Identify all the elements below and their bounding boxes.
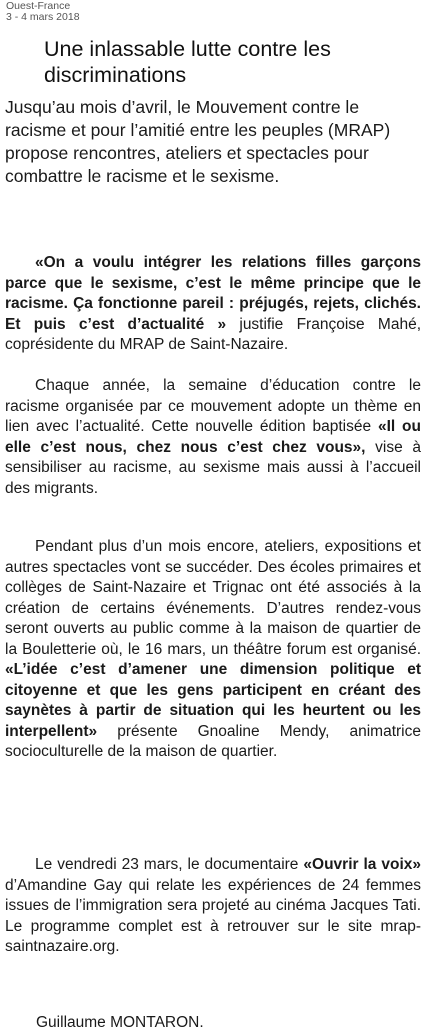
paragraph-quote-mahe [5,253,421,356]
quote-mendy: «L’idée c’est d’amener une dimension politique et citoyenne et que les gens participent en créant des saynètes à partir de situation qui les heurtent ou les interpellent» [5,661,421,740]
theme-text-2: vise à sensibiliser au racisme, au sexisme mais aussi à l’accueil des migrants. [5,438,421,497]
article-title: Une inlassable lutte contre les discriminations [44,37,331,87]
source-header [6,1,80,23]
theme-title-bold: «Il ou elle c’est nous, chez nous c’est chez vous», [5,418,421,456]
events-text-2: présente Gnoaline Mendy, animatrice socioculturelle de la maison de quartier. [5,722,421,760]
quote-attribution: justifie Françoise Mahé, coprésidente du MRAP de Saint-Nazaire. [5,315,421,353]
documentary-title-bold: «Ouvrir la voix» [303,856,421,873]
source-date: 3 - 4 mars 2018 [6,11,80,23]
paragraph-theme [5,376,421,499]
events-text-1: Pendant plus d’un mois encore, ateliers, expositions et autres spectacles vont se succéder. Des écoles primaires et collèges de Saint-Nazaire et Trignac ont été associés à la création de certains événements. D’autres rendez-vous seront ouverts au public comme à la maison de quartier de la Bouletterie où, le 16 mars, un théâtre forum est organisé. [5,538,421,658]
documentary-text-2: d’Amandine Gay qui relate les expériences de 24 femmes issues de l’immigration sera projeté au cinéma Jacques Tati. Le programme complet est à retrouver sur le site mrap-saintnazaire.org. [5,876,421,955]
documentary-text-1: Le vendredi 23 mars, le documentaire [35,856,304,873]
author-signature: Guillaume MONTARON. [36,1014,204,1031]
paragraph-events [5,537,421,763]
article-lead: Jusqu’au mois d’avril, le Mouvement contre le racisme et pour l’amitié entre les peuples (MRAP) propose rencontres, ateliers et spectacles pour combattre le racisme et le sexisme. [5,97,391,186]
quote-mahe: «On a voulu intégrer les relations filles garçons parce que le sexisme, c’est le même principe que le racisme. Ça fonctionne pareil : préjugés, rejets, clichés. Et puis c’est d’actualité » [5,254,421,333]
theme-text-1: Chaque année, la semaine d’éducation contre le racisme organisée par ce mouvement adopte un thème en lien avec l’actualité. Cette nouvelle édition baptisée [5,377,421,435]
source-name: Ouest-France [6,0,71,12]
paragraph-documentary [5,855,421,958]
